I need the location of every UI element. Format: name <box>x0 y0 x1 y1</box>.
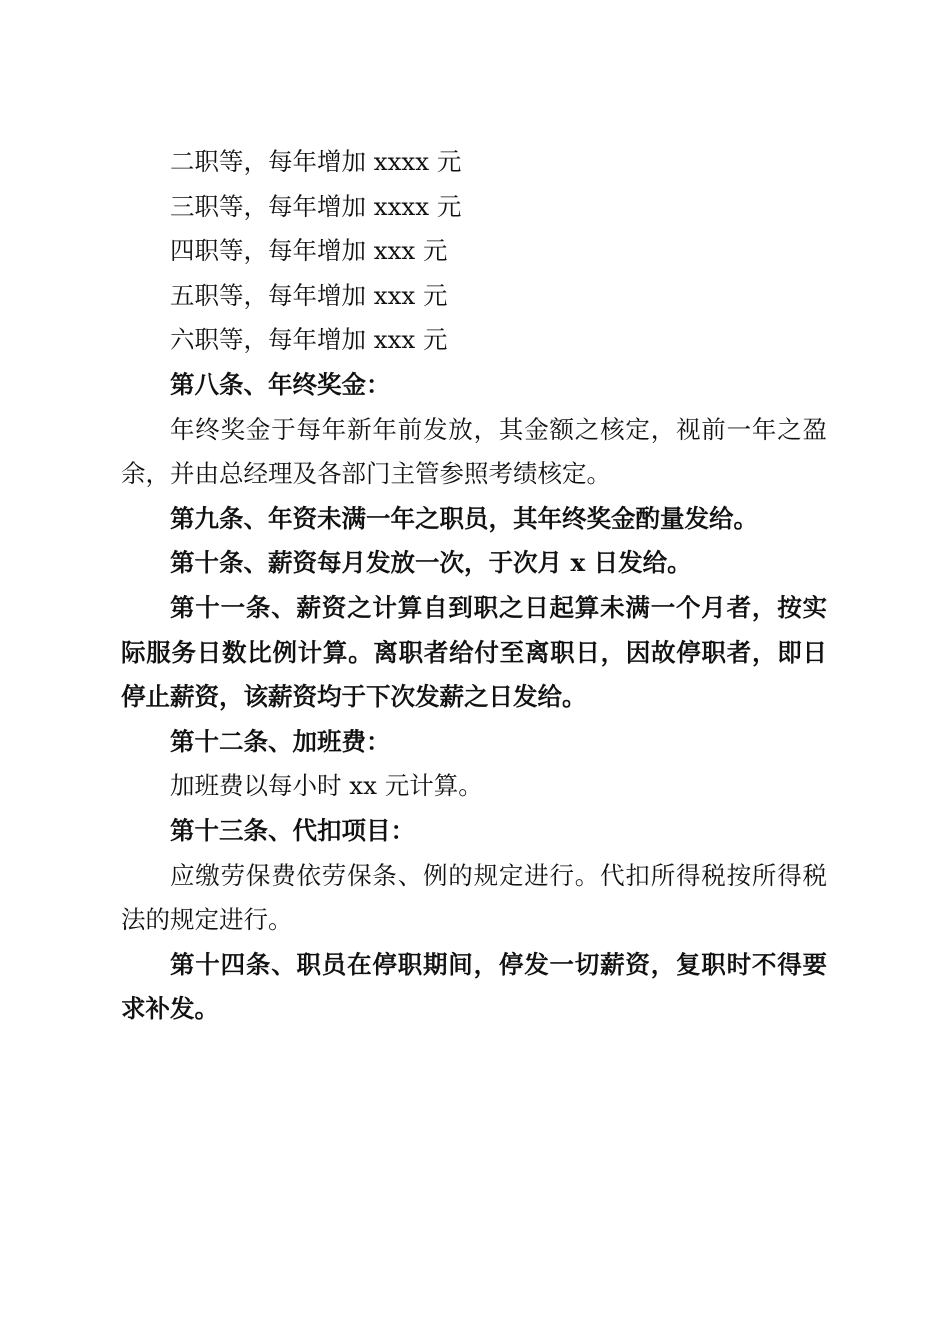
article-9: 第九条、年资未满一年之职员，其年终奖金酌量发给。 <box>170 503 758 533</box>
paragraph-grade-2: 二职等，每年增加 xxxx 元 <box>170 147 462 176</box>
paragraph-grade-4: 四职等，每年增加 xxx 元 <box>170 236 448 266</box>
article-13-heading: 第十三条、代扣项目： <box>170 815 415 845</box>
article-13-body: 应缴劳保费依劳保条、例的规定进行。代扣所得税按所得税法的规定进行。 <box>121 860 827 935</box>
article-11: 第十一条、薪资之计算自到职之日起算未满一个月者，按实际服务日数比例计算。离职者给付至离职日，因故停职者，即日停止薪资，该薪资均于下次发薪之日发给。 <box>121 592 827 712</box>
article-12-body: 加班费以每小时 xx 元计算。 <box>170 771 483 801</box>
document-body <box>121 140 827 1032</box>
paragraph-grade-3: 三职等，每年增加 xxxx 元 <box>170 191 462 221</box>
paragraph-grade-6: 六职等，每年增加 xxx 元 <box>170 325 448 355</box>
article-8-heading: 第八条、年终奖金： <box>170 369 391 399</box>
paragraph-grade-5: 五职等，每年增加 xxx 元 <box>170 280 448 310</box>
article-10: 第十条、薪资每月发放一次，于次月 x 日发给。 <box>170 548 692 578</box>
article-8-body: 年终奖金于每年新年前发放，其金额之核定，视前一年之盈余，并由总经理及各部门主管参照考绩核定。 <box>121 414 827 489</box>
article-14: 第十四条、职员在停职期间，停发一切薪资，复职时不得要求补发。 <box>121 949 827 1024</box>
article-12-heading: 第十二条、加班费： <box>170 726 391 756</box>
